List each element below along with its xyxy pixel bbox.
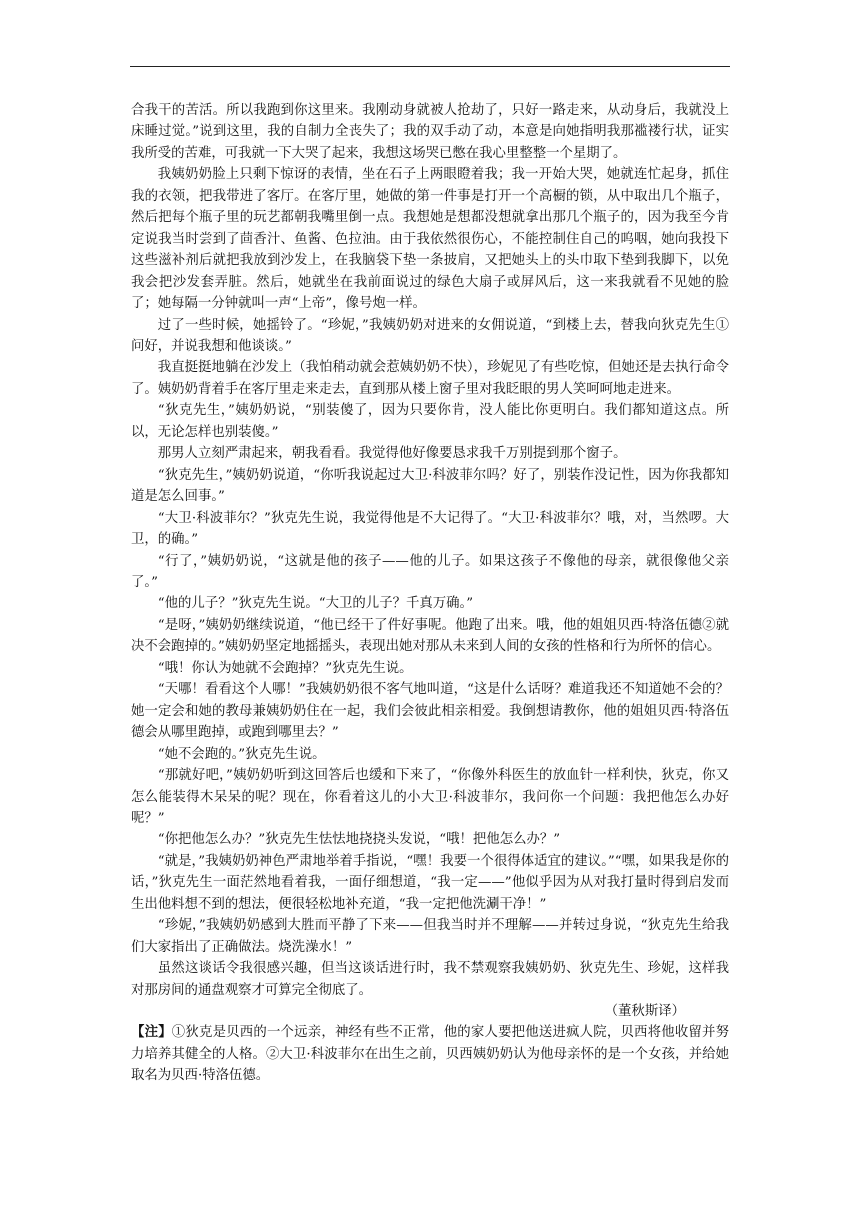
paragraph-15: “那就好吧，”姨奶奶听到这回答后也缓和下来了，“你像外科医生的放血针一样利快，狄克，你又怎么能装得木呆呆的呢？现在，你看着这儿的小大卫·科波菲尔，我问你一个问题：我把他怎么办好呢？” <box>131 768 729 826</box>
paragraph-18: “珍妮，”我姨奶奶感到大胜而平静了下来——但我当时并不理解——并转过身说，“狄克先生给我们大家指出了正确做法。烧洗澡水！” <box>131 918 729 955</box>
paragraph-1: 合我干的苦活。所以我跑到你这里来。我刚动身就被人抢劫了，只好一路走来，从动身后，我就没上床睡过觉。”说到这里，我的自制力全丧失了；我的双手动了动，本意是向她指明我那褴褛行状，证实我所受的苦难，可我就一下大哭了起来，我想这场哭已憋在我心里整整一个星期了。 <box>131 103 729 161</box>
footnote <box>131 1022 729 1086</box>
header-rule <box>130 66 730 67</box>
paragraph-6: 那男人立刻严肃起来，朝我看看。我觉得他好像要恳求我千万别提到那个窗子。 <box>157 446 627 462</box>
paragraph-5: “狄克先生，”姨奶奶说，“别装傻了，因为只要你肯，没人能比你更明白。我们都知道这点。所以，无论怎样也别装傻。” <box>131 403 729 440</box>
paragraph-19: 虽然这谈话令我很感兴趣，但当这谈话进行时，我不禁观察我姨奶奶、狄克先生、珍妮，这样我对那房间的通盘观察才可算完全彻底了。 <box>131 961 729 998</box>
paragraph-3: 过了一些时候，她摇铃了。“珍妮，”我姨奶奶对进来的女佣说道，“到楼上去，替我向狄克先生①问好，并说我想和他谈谈。” <box>131 317 729 354</box>
translator-credit: （董秋斯译） <box>604 1004 685 1020</box>
paragraph-17: “就是，”我姨奶奶神色严肃地举着手指说，“嘿！我要一个很得体适宜的建议。”“嘿，如果我是你的话，”狄克先生一面茫然地看着我，一面仔细想道，“我一定——”他似乎因为从对我打量时得到启发而生出他料想不到的想法，便很轻松地补充道，“我一定把他洗涮干净！” <box>131 853 729 912</box>
paragraph-10: “他的儿子？”狄克先生说。“大卫的儿子？千真万确。” <box>157 596 474 612</box>
footnote-label: 【注】 <box>131 1024 172 1041</box>
paragraph-2: 我姨奶奶脸上只剩下惊讶的表情，坐在石子上两眼瞪着我；我一开始大哭，她就连忙起身，抓住我的衣领，把我带进了客厅。在客厅里，她做的第一件事是打开一个高橱的锁，从中取出几个瓶子，然后把每个瓶子里的玩艺都朝我嘴里倒一点。我想她是想都没想就拿出那几个瓶子的，因为我至今肯定说我当时尝到了茴香汁、鱼酱、色拉油。由于我依然很伤心，不能控制住自己的呜咽，她向我投下这些滋补剂后就把我放到沙发上，在我脑袋下垫一条披肩，又把她头上的头巾取下垫到我脚下，以免我会把沙发套弄脏。然后，她就坐在我前面说过的绿色大扇子或屏风后，这一来我就看不见她的脸了；她每隔一分钟就叫一声“上帝”，像号炮一样。 <box>131 167 729 312</box>
paragraph-11: “是呀，”姨奶奶继续说道，“他已经干了件好事呢。他跑了出来。哦，他的姐姐贝西·特洛伍德②就决不会跑掉的。”姨奶奶坚定地摇摇头，表现出她对那从未来到人间的女孩的性格和行为所怀的信心。 <box>131 617 729 655</box>
paragraph-9: “行了，”姨奶奶说，“这就是他的孩子——他的儿子。如果这孩子不像他的母亲，就很像他父亲了。” <box>131 553 729 590</box>
paragraph-7: “狄克先生，”姨奶奶说道，“你听我说起过大卫·科波菲尔吗？好了，别装作没记性，因为你我都知道是怎么回事。” <box>131 467 729 505</box>
footnote-text: ①狄克是贝西的一个远亲，神经有些不正常，他的家人要把他送进疯人院，贝西将他收留并努力培养其健全的人格。②大卫·科波菲尔在出生之前，贝西姨奶奶认为他母亲怀的是一个女孩，并给她取名为贝西·特洛伍德。 <box>131 1025 730 1084</box>
story-text <box>131 100 729 1087</box>
paragraph-12: “哦！你认为她就不会跑掉？”狄克先生说。 <box>157 660 413 676</box>
paragraph-8: “大卫·科波菲尔？”狄克先生说，我觉得他是不大记得了。“大卫·科波菲尔？哦，对，当然啰。大卫，的确。” <box>131 510 729 548</box>
paragraph-16: “你把他怎么办？”狄克先生怯怯地挠挠头发说，“哦！把他怎么办？” <box>157 832 561 848</box>
paragraph-4: 我直挺挺地躺在沙发上（我怕稍动就会惹姨奶奶不快），珍妮见了有些吃惊，但她还是去执行命令了。姨奶奶背着手在客厅里走来走去，直到那从楼上窗子里对我眨眼的男人笑呵呵地走进来。 <box>131 360 729 397</box>
paragraph-14: “她不会跑的。”狄克先生说。 <box>157 746 326 762</box>
paragraph-13: “天哪！看看这个人哪！”我姨奶奶很不客气地叫道，“这是什么话呀？难道我还不知道她不会的？她一定会和她的教母兼姨奶奶住在一起，我们会彼此相亲相爱。我倒想请教你，他的姐姐贝西·特洛伍德会从哪里跑掉，或跑到哪里去？” <box>131 682 729 741</box>
